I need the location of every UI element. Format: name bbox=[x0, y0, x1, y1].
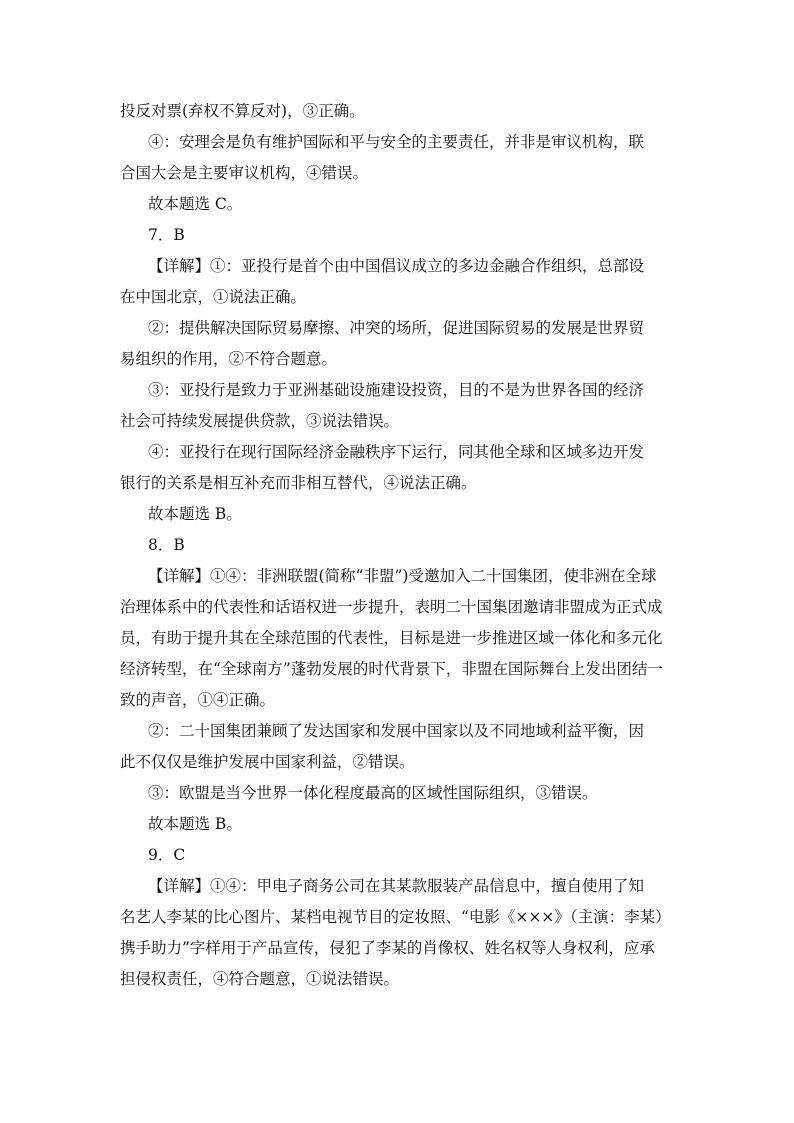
text-line: 名艺人李某的比心图片、某档电视节目的定妆照、“电影《×××》（主演：李某） bbox=[120, 908, 671, 926]
text-line: 银行的关系是相互补充而非相互替代，④说法正确。 bbox=[120, 474, 477, 492]
text-line: ③：欧盟是当今世界一体化程度最高的区域性国际组织，③错误。 bbox=[148, 784, 598, 802]
conclusion-line: 故本题选 B。 bbox=[148, 815, 242, 833]
text-line: ②：提供解决国际贸易摩擦、冲突的场所，促进国际贸易的发展是世界贸 bbox=[148, 319, 645, 337]
text-line: ④：亚投行在现行国际经济金融秩序下运行，同其他全球和区域多边开发 bbox=[148, 443, 645, 461]
text-line: 易组织的作用，②不符合题意。 bbox=[120, 350, 338, 368]
text-line: 担侵权责任，④符合题意，①说法错误。 bbox=[120, 970, 400, 988]
explanation-line: 【详解】①④：非洲联盟(简称“非盟”)受邀加入二十国集团，使非洲在全球 bbox=[148, 567, 657, 585]
text-line: ④：安理会是负有维护国际和平与安全的主要责任，并非是审议机构，联 bbox=[148, 133, 645, 151]
answer-text-body bbox=[120, 96, 680, 995]
text-line: 携手助力”字样用于产品宣传，侵犯了李某的肖像权、姓名权等人身权利，应承 bbox=[120, 939, 655, 957]
question-answer-heading: 9．C bbox=[148, 846, 186, 864]
conclusion-line: 故本题选 B。 bbox=[148, 505, 242, 523]
text-line: 此不仅仅是维护发展中国家利益，②错误。 bbox=[120, 753, 415, 771]
text-line: 投反对票(弃权不算反对)，③正确。 bbox=[120, 102, 365, 120]
text-line: 经济转型，在“全球南方”蓬勃发展的时代背景下，非盟在国际舞台上发出团结一 bbox=[120, 660, 663, 678]
explanation-line: 【详解】①：亚投行是首个由中国倡议成立的多边金融合作组织，总部设 bbox=[148, 257, 645, 275]
text-line: 治理体系中的代表性和话语权进一步提升，表明二十国集团邀请非盟成为正式成 bbox=[120, 598, 663, 616]
question-answer-heading: 7．B bbox=[148, 226, 185, 244]
text-line: 社会可持续发展提供贷款，③说法错误。 bbox=[120, 412, 400, 430]
text-line: 在中国北京，①说法正确。 bbox=[120, 288, 307, 306]
conclusion-line: 故本题选 C。 bbox=[148, 195, 243, 213]
text-line: 合国大会是主要审议机构，④错误。 bbox=[120, 164, 369, 182]
explanation-line: 【详解】①④：甲电子商务公司在其某款服装产品信息中，擅自使用了知 bbox=[148, 877, 645, 895]
text-line: 致的声音，①④正确。 bbox=[120, 691, 276, 709]
question-answer-heading: 8．B bbox=[148, 536, 185, 554]
text-line: ②：二十国集团兼顾了发达国家和发展中国家以及不同地域利益平衡，因 bbox=[148, 722, 645, 740]
text-line: ③：亚投行是致力于亚洲基础设施建设投资，目的不是为世界各国的经济 bbox=[148, 381, 645, 399]
text-line: 员，有助于提升其在全球范围的代表性，目标是进一步推进区域一体化和多元化 bbox=[120, 629, 663, 647]
